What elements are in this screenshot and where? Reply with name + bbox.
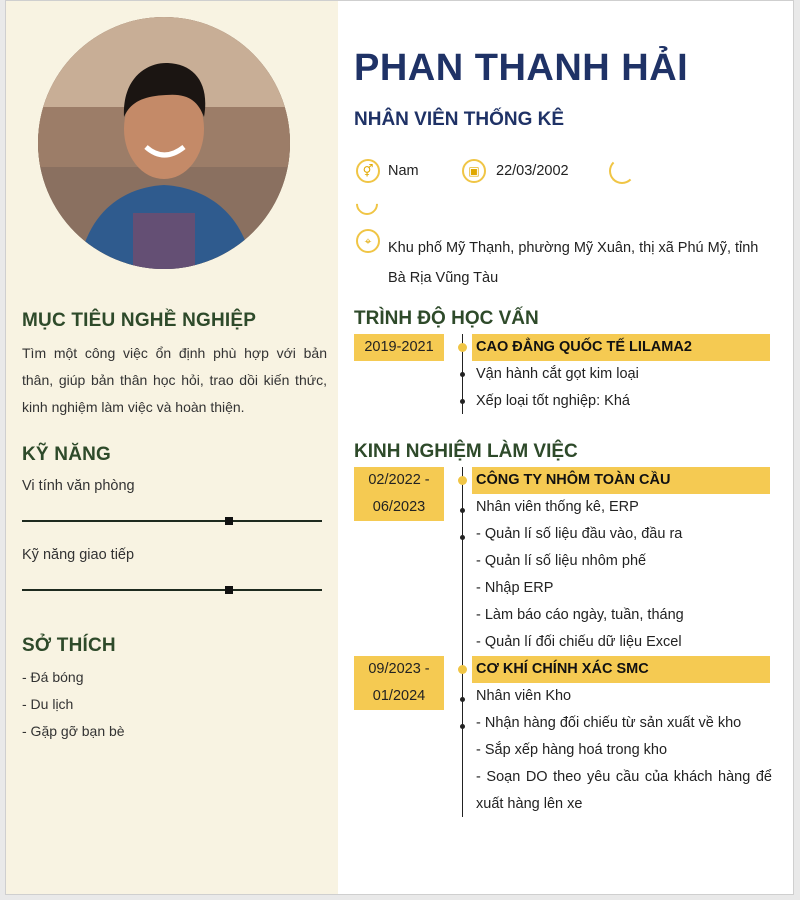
timeline-dot xyxy=(458,476,467,485)
job-date-to: 06/2023 xyxy=(372,499,426,515)
skill-name: Kỹ năng giao tiếp xyxy=(22,547,135,563)
skill-bar xyxy=(22,589,322,591)
bullet-dot xyxy=(460,724,465,729)
birthdate-text: 22/03/2002 xyxy=(496,163,569,179)
job-line: - Nhập ERP xyxy=(476,580,554,596)
hobby-item: - Đá bóng xyxy=(22,669,84,685)
phone-icon xyxy=(609,158,635,184)
company-name: CƠ KHÍ CHÍNH XÁC SMC xyxy=(472,656,770,683)
hobby-item: - Du lịch xyxy=(22,696,74,712)
company-name: CÔNG TY NHÔM TOÀN CẦU xyxy=(472,467,770,494)
skill-bar xyxy=(22,520,322,522)
bullet-dot xyxy=(460,372,465,377)
job-line: - Nhận hàng đối chiếu từ sản xuất về kho xyxy=(476,715,742,731)
job-line: Nhân viên thống kê, ERP xyxy=(476,499,639,515)
skill-level-marker xyxy=(225,517,233,525)
job-line: - Sắp xếp hàng hoá trong kho xyxy=(476,742,668,758)
profile-photo-illustration xyxy=(38,17,290,269)
sidebar xyxy=(6,1,338,895)
hobby-item: - Gặp gỡ bạn bè xyxy=(22,723,125,739)
skill-name: Vi tính văn phòng xyxy=(22,478,135,494)
experience-heading: KINH NGHIỆM LÀM VIỆC xyxy=(354,441,578,462)
hobbies-heading: SỞ THÍCH xyxy=(22,635,116,656)
timeline-dot xyxy=(458,343,467,352)
job-line: - Quản lí đối chiếu dữ liệu Excel xyxy=(476,634,682,650)
education-date: 2019-2021 xyxy=(354,334,444,361)
education-heading: TRÌNH ĐỘ HỌC VẤN xyxy=(354,308,539,329)
profile-photo xyxy=(38,17,290,269)
gender-text: Nam xyxy=(388,163,419,179)
job-line: - Quản lí số liệu đầu vào, đầu ra xyxy=(476,526,683,542)
bullet-dot xyxy=(460,535,465,540)
birthday-cake-icon: ▣ xyxy=(462,159,486,183)
bullet-dot xyxy=(460,399,465,404)
candidate-name: PHAN THANH HẢI xyxy=(354,47,689,89)
skill-level-marker xyxy=(225,586,233,594)
gender-icon: ⚥ xyxy=(356,159,380,183)
email-icon xyxy=(351,188,382,219)
location-icon: ⌖ xyxy=(356,229,380,253)
timeline-dot xyxy=(458,665,467,674)
job-title: NHÂN VIÊN THỐNG KÊ xyxy=(354,109,565,130)
job-date-from: 09/2023 - xyxy=(368,661,430,677)
job-date xyxy=(354,467,444,521)
bullet-dot xyxy=(460,697,465,702)
education-detail: Vận hành cắt gọt kim loại xyxy=(476,366,639,382)
address-text: Khu phố Mỹ Thạnh, phường Mỹ Xuân, thị xã Phú Mỹ, tỉnh Bà Rịa Vũng Tàu xyxy=(388,240,759,286)
job-date-from: 02/2022 - xyxy=(368,472,430,488)
education-detail: Xếp loại tốt nghiệp: Khá xyxy=(476,393,630,409)
resume-page xyxy=(5,0,794,895)
objective-heading: MỤC TIÊU NGHỀ NGHIỆP xyxy=(22,310,257,331)
job-line: - Làm báo cáo ngày, tuần, tháng xyxy=(476,607,684,623)
bullet-dot xyxy=(460,508,465,513)
school-name: CAO ĐẲNG QUỐC TẾ LILAMA2 xyxy=(472,334,770,361)
skills-heading: KỸ NĂNG xyxy=(22,444,112,465)
job-line: Nhân viên Kho xyxy=(476,688,572,704)
job-line: - Soạn DO theo yêu cầu của khách hàng để xuất hàng lên xe xyxy=(476,769,772,812)
job-date-to: 01/2024 xyxy=(372,688,426,704)
job-line: - Quản lí số liệu nhôm phế xyxy=(476,553,647,569)
objective-text: Tìm một công việc ổn định phù hợp với bản thân, giúp bản thân học hỏi, trao dồi kiến thức, kinh nghiệm làm việc và hoàn thiện. xyxy=(22,345,327,415)
experience-timeline-line xyxy=(462,467,463,817)
job-date xyxy=(354,656,444,710)
